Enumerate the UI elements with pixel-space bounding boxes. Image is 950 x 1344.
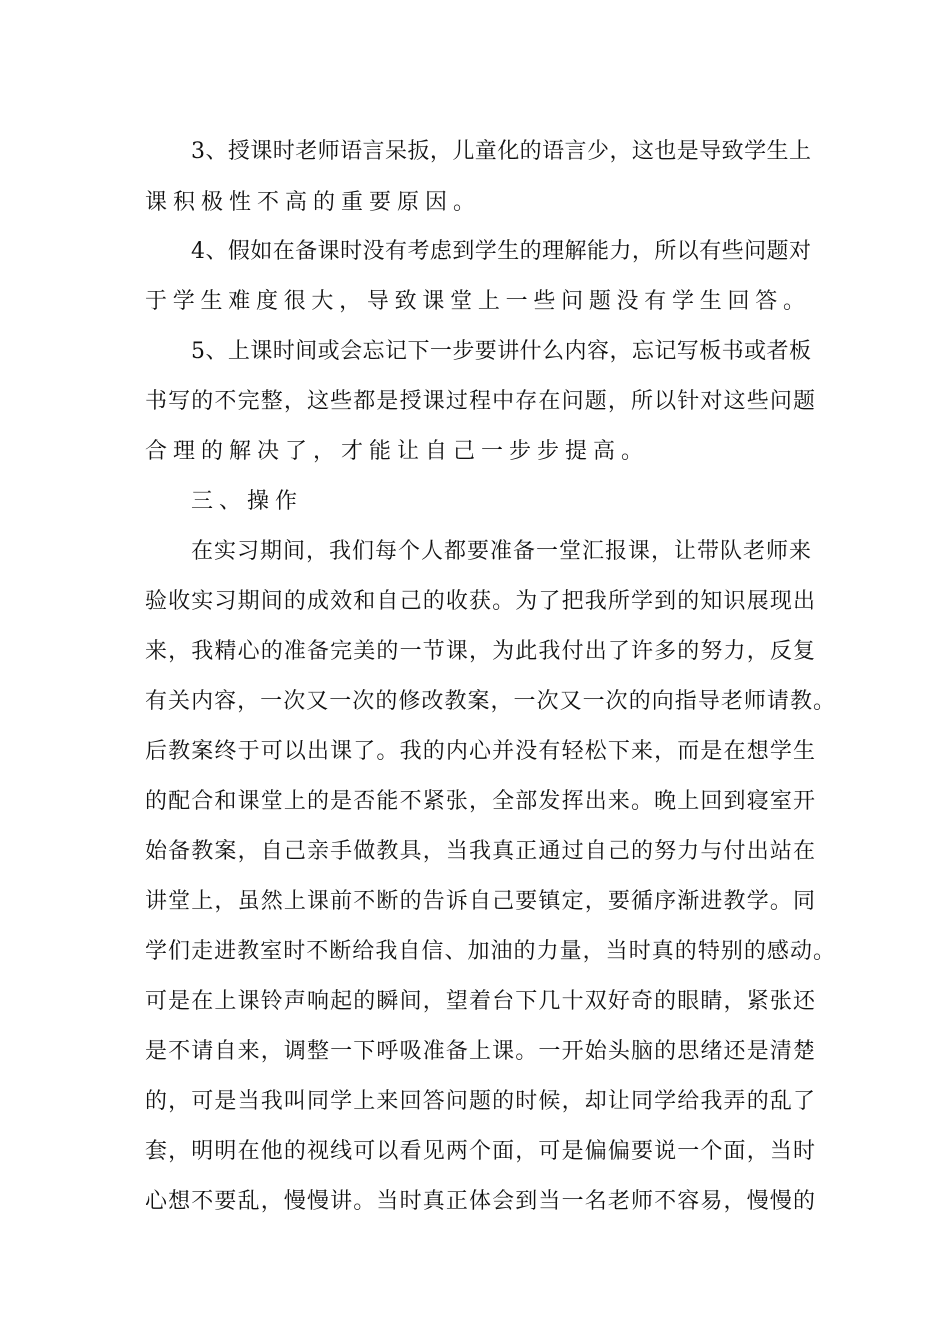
paragraph-line: 讲堂上，虽然上课前不断的告诉自己要镇定，要循序渐进教学。同 — [145, 889, 817, 914]
paragraph-line: 是不请自来，调整一下呼吸准备上课。一开始头脑的思绪还是清楚 — [145, 1039, 817, 1064]
paragraph-line: 课积极性不高的重要原因。 — [145, 190, 482, 215]
paragraph-line: 验收实习期间的成效和自己的收获。为了把我所学到的知识展现出 — [145, 589, 817, 614]
paragraph-line: 书写的不完整，这些都是授课过程中存在问题，所以针对这些问题 — [145, 389, 817, 414]
paragraph-line: 4、假如在备课时没有考虑到学生的理解能力，所以有些问题对 — [191, 239, 812, 264]
paragraph-line: 套，明明在他的视线可以看见两个面，可是偏偏要说一个面，当时 — [145, 1139, 817, 1164]
paragraph-line: 的，可是当我叫同学上来回答问题的时候，却让同学给我弄的乱了 — [145, 1089, 817, 1114]
paragraph-line: 来，我精心的准备完美的一节课，为此我付出了许多的努力，反复 — [145, 639, 817, 664]
paragraph-line: 3、授课时老师语言呆扳，儿童化的语言少，这也是导致学生上 — [191, 139, 812, 164]
paragraph-line: 于学生难度很大，导致课堂上一些问题没有学生回答。 — [145, 289, 811, 314]
paragraph-line: 心想不要乱，慢慢讲。当时真正体会到当一名老师不容易，慢慢的 — [145, 1189, 817, 1214]
section-heading: 三、操作 — [191, 489, 304, 514]
paragraph-line: 始备教案，自己亲手做教具，当我真正通过自己的努力与付出站在 — [145, 839, 817, 864]
paragraph-line: 在实习期间，我们每个人都要准备一堂汇报课，让带队老师来 — [191, 539, 812, 564]
paragraph-line: 有关内容，一次又一次的修改教案，一次又一次的向指导老师请教。 — [145, 689, 837, 714]
paragraph-line: 可是在上课铃声响起的瞬间，望着台下几十双好奇的眼睛，紧张还 — [145, 989, 817, 1014]
paragraph-line: 后教案终于可以出课了。我的内心并没有轻松下来，而是在想学生 — [145, 739, 817, 764]
paragraph-line: 合理的解决了，才能让自己一步步提高。 — [145, 439, 650, 464]
paragraph-line: 的配合和课堂上的是否能不紧张，全部发挥出来。晚上回到寝室开 — [145, 789, 817, 814]
paragraph-line: 学们走进教室时不断给我自信、加油的力量，当时真的特别的感动。 — [145, 939, 837, 964]
paragraph-line: 5、上课时间或会忘记下一步要讲什么内容，忘记写板书或者板 — [191, 339, 812, 364]
